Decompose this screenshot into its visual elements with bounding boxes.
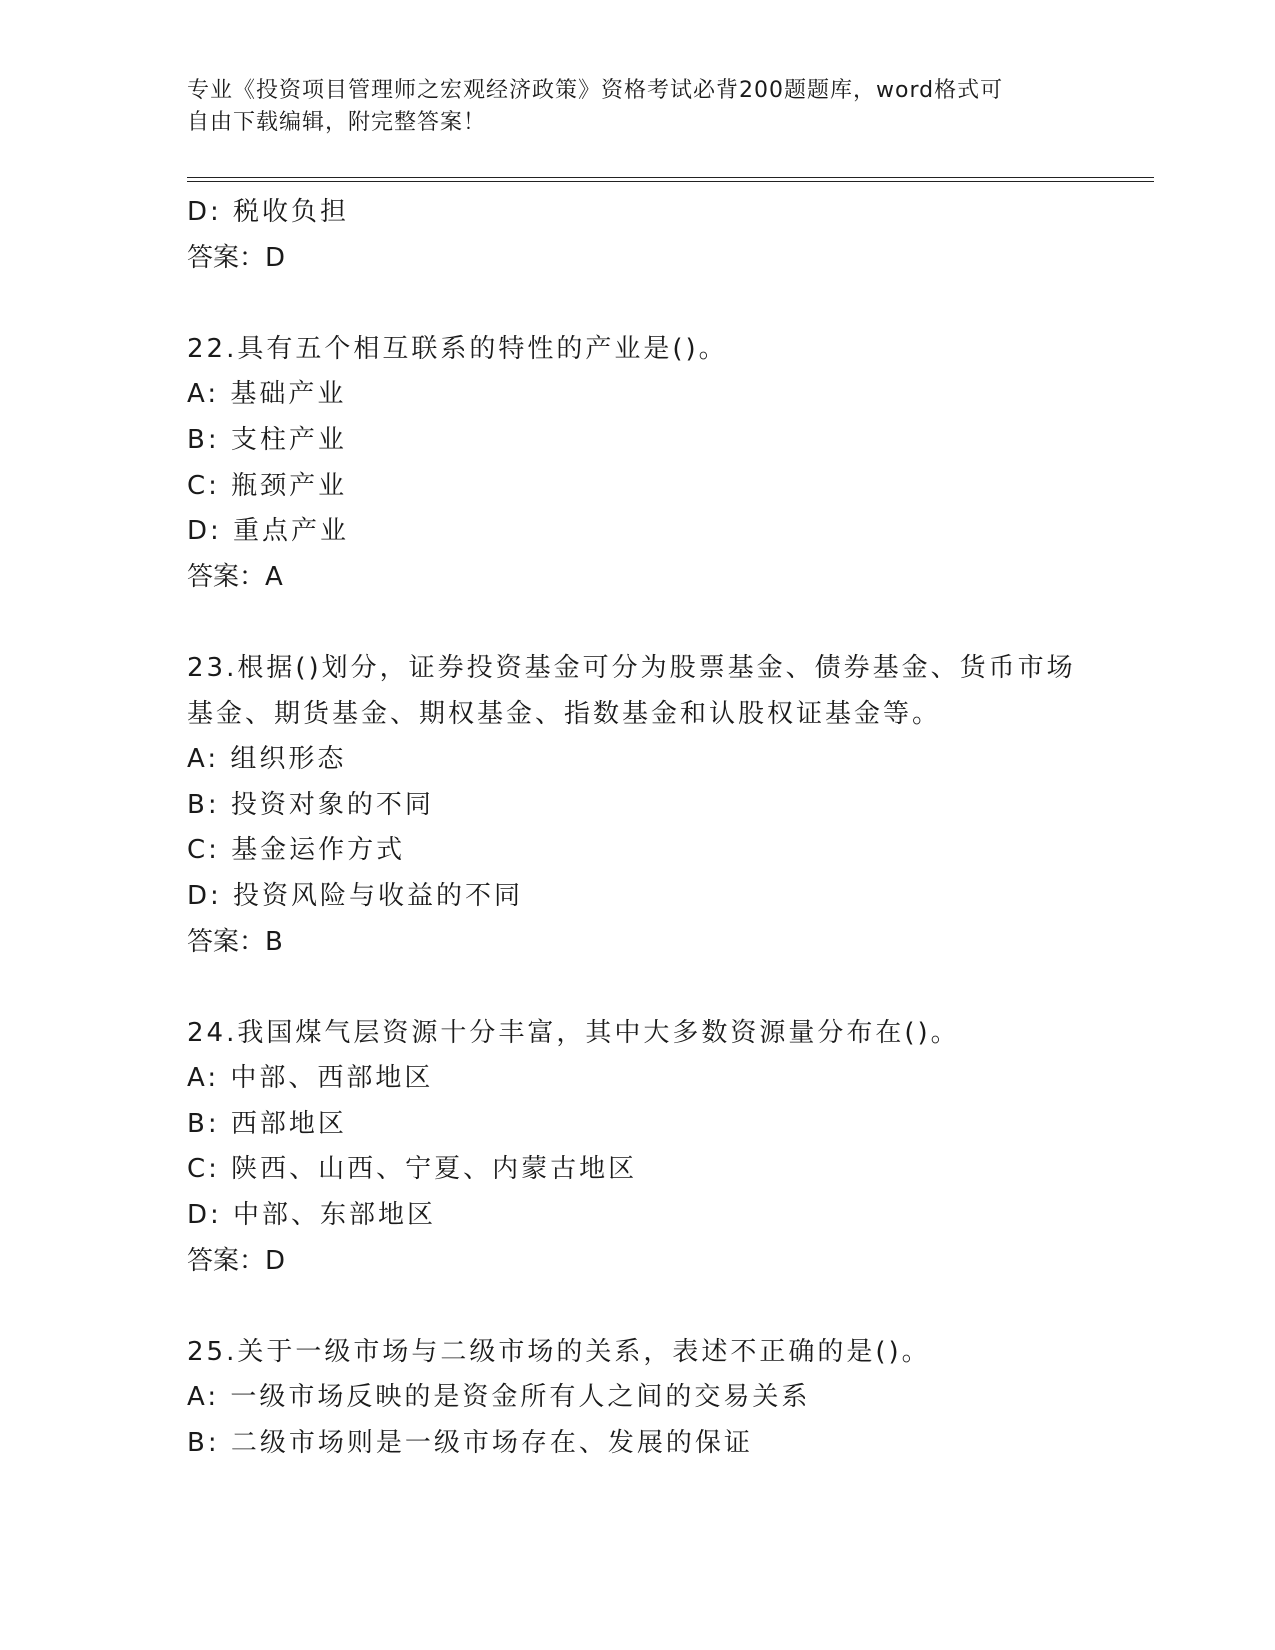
previous-question-tail xyxy=(187,190,1154,281)
question-stem: 22.具有五个相互联系的特性的产业是()。 xyxy=(187,333,728,364)
spacer xyxy=(187,1284,1154,1330)
spacer xyxy=(187,281,1154,327)
option-d: D: 投资风险与收益的不同 xyxy=(187,880,524,911)
document-header xyxy=(187,75,1087,139)
option-b: B: 西部地区 xyxy=(187,1108,347,1139)
option-c: C: 基金运作方式 xyxy=(187,835,406,866)
answer-line: 答案：D xyxy=(187,1245,286,1276)
header-divider-bottom xyxy=(187,181,1154,182)
option-a: A: 中部、西部地区 xyxy=(187,1063,434,1094)
spacer xyxy=(187,600,1154,646)
header-divider-top xyxy=(187,177,1154,178)
answer-line: 答案：D xyxy=(187,242,286,273)
spacer xyxy=(187,965,1154,1011)
option-b: B: 支柱产业 xyxy=(187,424,347,455)
question-23 xyxy=(187,646,1154,965)
question-list xyxy=(187,190,1154,1467)
option-a: A: 一级市场反映的是资金所有人之间的交易关系 xyxy=(187,1382,811,1413)
option-c: C: 瓶颈产业 xyxy=(187,470,348,501)
question-22 xyxy=(187,327,1154,601)
question-stem: 25.关于一级市场与二级市场的关系，表述不正确的是()。 xyxy=(187,1336,931,1367)
question-stem: 24.我国煤气层资源十分丰富，其中大多数资源量分布在()。 xyxy=(187,1017,960,1048)
question-stem-line-2: 基金、期货基金、期权基金、指数基金和认股权证基金等。 xyxy=(187,698,942,729)
answer-line: 答案：B xyxy=(187,926,283,957)
option-d: D: 重点产业 xyxy=(187,516,350,547)
option-d: D: 中部、东部地区 xyxy=(187,1200,437,1231)
option-b: B: 二级市场则是一级市场存在、发展的保证 xyxy=(187,1428,753,1459)
question-24 xyxy=(187,1011,1154,1285)
question-stem-line-1: 23.根据()划分，证券投资基金可分为股票基金、债券基金、货币市场 xyxy=(187,652,1076,683)
option-a: A: 组织形态 xyxy=(187,744,347,775)
header-title-line-2: 自由下载编辑，附完整答案！ xyxy=(187,110,487,135)
option-c: C: 陕西、山西、宁夏、内蒙古地区 xyxy=(187,1154,638,1185)
option-d: D: 税收负担 xyxy=(187,197,350,227)
question-25 xyxy=(187,1330,1154,1467)
option-b: B: 投资对象的不同 xyxy=(187,789,434,820)
answer-line: 答案：A xyxy=(187,561,283,592)
option-a: A: 基础产业 xyxy=(187,379,347,410)
header-title-line-1: 专业《投资项目管理师之宏观经济政策》资格考试必背200题题库，word格式可 xyxy=(187,78,1004,103)
